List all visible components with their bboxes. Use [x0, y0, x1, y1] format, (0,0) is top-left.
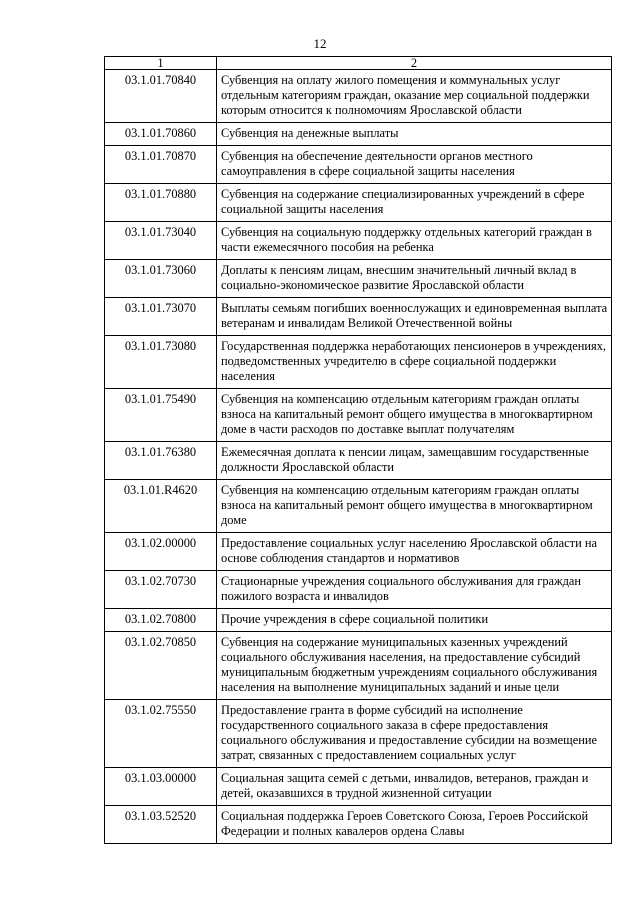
budget-code-cell: 03.1.03.00000 — [105, 768, 217, 806]
table-body — [105, 70, 612, 844]
budget-code-cell: 03.1.02.70730 — [105, 571, 217, 609]
description-cell: Социальная поддержка Героев Советского Союза, Героев Российской Федерации и полных кавалеров ордена Славы — [217, 806, 612, 844]
description-cell: Субвенция на компенсацию отдельным категориям граждан оплаты взноса на капитальный ремонт общего имущества в многоквартирном доме в части расходов по доставке выплат получателям — [217, 389, 612, 442]
description-cell: Ежемесячная доплата к пенсии лицам, замещавшим государственные должности Ярославской области — [217, 442, 612, 480]
description-cell: Субвенция на социальную поддержку отдельных категорий граждан в части ежемесячного пособия на ребенка — [217, 222, 612, 260]
table-row — [105, 480, 612, 533]
description-cell: Выплаты семьям погибших военнослужащих и единовременная выплата ветеранам и инвалидам Великой Отечественной войны — [217, 298, 612, 336]
table-row — [105, 146, 612, 184]
budget-code-cell: 03.1.01.73040 — [105, 222, 217, 260]
budget-code-table — [104, 56, 612, 844]
table-header-row — [105, 57, 612, 70]
table-row — [105, 533, 612, 571]
table-row — [105, 571, 612, 609]
column-header-description: 2 — [217, 57, 612, 70]
description-cell: Субвенция на обеспечение деятельности органов местного самоуправления в сфере социальной защиты населения — [217, 146, 612, 184]
budget-code-cell: 03.1.01.70880 — [105, 184, 217, 222]
budget-code-cell: 03.1.01.70840 — [105, 70, 217, 123]
table-row — [105, 632, 612, 700]
column-header-code: 1 — [105, 57, 217, 70]
table-row — [105, 70, 612, 123]
table-row — [105, 222, 612, 260]
page-number: 12 — [313, 36, 327, 51]
description-cell: Предоставление социальных услуг населению Ярославской области на основе соблюдения стандартов и нормативов — [217, 533, 612, 571]
description-cell: Социальная защита семей с детьми, инвалидов, ветеранов, граждан и детей, оказавшихся в трудной жизненной ситуации — [217, 768, 612, 806]
table-row — [105, 389, 612, 442]
description-cell: Субвенция на компенсацию отдельным категориям граждан оплаты взноса на капитальный ремонт общего имущества в многоквартирном доме — [217, 480, 612, 533]
table-row — [105, 260, 612, 298]
budget-code-cell: 03.1.01.73060 — [105, 260, 217, 298]
description-cell: Субвенция на содержание специализированных учреждений в сфере социальной защиты населения — [217, 184, 612, 222]
description-cell: Доплаты к пенсиям лицам, внесшим значительный личный вклад в социально-экономическое развитие Ярославской области — [217, 260, 612, 298]
table-row — [105, 184, 612, 222]
budget-code-cell: 03.1.02.00000 — [105, 533, 217, 571]
table-row — [105, 609, 612, 632]
budget-code-cell: 03.1.01.73080 — [105, 336, 217, 389]
table-row — [105, 806, 612, 844]
table-row — [105, 700, 612, 768]
description-cell: Государственная поддержка неработающих пенсионеров в учреждениях, подведомственных учредителю в сфере социальной поддержки населения — [217, 336, 612, 389]
description-cell: Предоставление гранта в форме субсидий на исполнение государственного социального заказа в сфере предоставления социального обслуживания и предоставление субсидии на возмещение затрат, связанных с предоставлением социальных услуг — [217, 700, 612, 768]
budget-code-cell: 03.1.01.76380 — [105, 442, 217, 480]
budget-code-cell: 03.1.01.75490 — [105, 389, 217, 442]
table-row — [105, 123, 612, 146]
table-row — [105, 298, 612, 336]
table-row — [105, 442, 612, 480]
description-cell: Субвенция на оплату жилого помещения и коммунальных услуг отдельным категориям граждан, оказание мер социальной поддержки которым относится к полномочиям Ярославской области — [217, 70, 612, 123]
budget-code-cell: 03.1.01.R4620 — [105, 480, 217, 533]
table-row — [105, 768, 612, 806]
budget-code-cell: 03.1.01.70870 — [105, 146, 217, 184]
budget-code-cell: 03.1.02.75550 — [105, 700, 217, 768]
table-row — [105, 336, 612, 389]
budget-code-cell: 03.1.02.70850 — [105, 632, 217, 700]
budget-code-cell: 03.1.03.52520 — [105, 806, 217, 844]
budget-code-cell: 03.1.01.70860 — [105, 123, 217, 146]
budget-code-cell: 03.1.01.73070 — [105, 298, 217, 336]
description-cell: Прочие учреждения в сфере социальной политики — [217, 609, 612, 632]
budget-code-cell: 03.1.02.70800 — [105, 609, 217, 632]
description-cell: Стационарные учреждения социального обслуживания для граждан пожилого возраста и инвалидов — [217, 571, 612, 609]
description-cell: Субвенция на содержание муниципальных казенных учреждений социального обслуживания населения, на предоставление субсидий муниципальным бюджетным учреждениям социального обслуживания населения на выполнение муниципальных заданий и иные цели — [217, 632, 612, 700]
description-cell: Субвенция на денежные выплаты — [217, 123, 612, 146]
